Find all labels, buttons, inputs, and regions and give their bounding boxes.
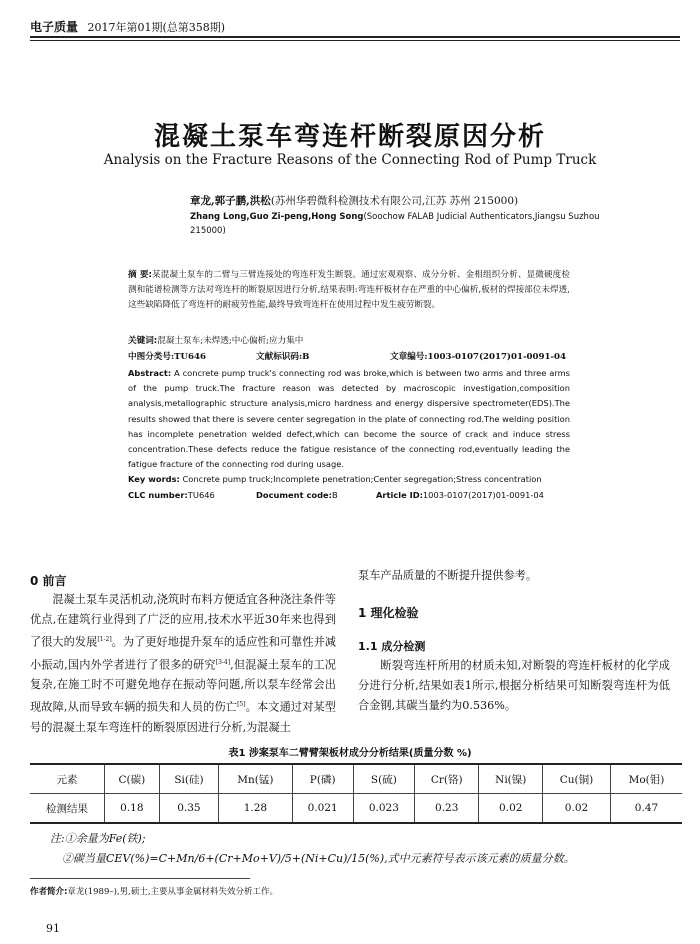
keywords-cn	[128, 334, 570, 346]
section-heading-physchem: 1 理化检验	[358, 606, 419, 620]
table-header-cell: Cu(铜)	[543, 764, 611, 794]
table-cell: 0.021	[292, 794, 353, 824]
table-cell: 0.35	[159, 794, 219, 824]
keywords-en-text: Concrete pump truck;Incomplete penetration;Center segregation;Stress concentration	[179, 474, 542, 484]
footnote-rule	[30, 878, 250, 879]
table-header-cell: Si(硅)	[159, 764, 219, 794]
journal-name: 电子质量	[30, 20, 79, 34]
table-header-cell: Mn(锰)	[219, 764, 292, 794]
article-id-en-value: 1003-0107(2017)01-0091-04	[422, 490, 544, 500]
authors-en	[190, 210, 660, 238]
affiliation-en-line1: (Soochow FALAB Judicial Authenticators,Jiangsu Suzhou	[363, 212, 600, 222]
table-header-row	[30, 764, 682, 794]
table-header-cell: S(硫)	[353, 764, 414, 794]
composition-text: 断裂弯连杆所用的材质未知,对断裂的弯连杆板材的化学成分进行分析,结果如表1所示,根据分析结果可知断裂弯连杆为低合金钢,其碳当量约为0.536%。	[358, 659, 670, 712]
clc-en	[128, 490, 215, 500]
table-note-1: 注:①余量为Fe(铁);	[50, 832, 146, 845]
header-rule	[30, 36, 680, 38]
author-names-cn: 章龙,郭子鹏,洪松	[190, 195, 271, 207]
authors-cn	[190, 193, 670, 208]
doc-code-en	[256, 490, 338, 500]
citation-2: [3-4]	[215, 658, 231, 666]
author-bio	[30, 885, 670, 897]
table-cell: 0.18	[105, 794, 160, 824]
intro-text-d: 。本文通过对某型号的混凝土泵车弯连杆的断裂原因进行分析,为混凝土	[30, 701, 336, 735]
table-cell: 0.47	[610, 794, 682, 824]
classification-cn	[128, 350, 570, 365]
running-header	[30, 18, 680, 35]
author-bio-label: 作者简介:	[30, 887, 68, 897]
table-header-cell: Ni(镍)	[479, 764, 543, 794]
doc-code-en-label: Document code:	[256, 490, 332, 500]
affiliation-cn: (苏州华碧微科检测技术有限公司,江苏 苏州 215000)	[270, 195, 519, 207]
table-header-cell: P(磷)	[292, 764, 353, 794]
table-header-cell: C(碳)	[105, 764, 160, 794]
table-cell: 1.28	[219, 794, 292, 824]
doc-code-cn: 文献标识码:B	[256, 352, 310, 362]
header-rule-thin	[30, 40, 680, 41]
affiliation-en-line2: 215000)	[190, 226, 226, 236]
abstract-en	[128, 366, 570, 472]
abstract-en-text: A concrete pump truck's connecting rod was broke,which is between two arms and three arms of the pump truck.The fracture reason was detected by macroscopic investigation,composition analysis,metallographic structure analysis,micro hardness and energy dispersive spectrometer(EDS).The results showed that there is severe center segregation in the plate of connecting rod.The welding position has incomplete penetration welded defect,which can become the source of crack and induce stress concentration.These defects reduce the fatigue resistance of the connecting rod,eventually leading the fatigue fracture of the connecting rod during usage.	[128, 368, 570, 470]
table-cell: 0.23	[414, 794, 479, 824]
intro-text-b: 。为了更好地提升泵车的适应性和可靠性并减小振动,国内外学者进行了很多的研究	[30, 635, 336, 672]
table-cell: 0.023	[353, 794, 414, 824]
author-bio-text: 章龙(1989–),男,硕士,主要从事金属材料失效分析工作。	[67, 887, 279, 897]
article-id-en	[376, 490, 544, 500]
keywords-cn-text: 混凝土泵车;未焊透;中心偏析;应力集中	[157, 336, 304, 346]
clc-cn: 中图分类号:TU646	[128, 352, 206, 362]
citation-1: [1-2]	[97, 636, 112, 643]
article-id-en-label: Article ID:	[376, 490, 423, 500]
classification-en	[128, 490, 570, 505]
table-cell: 检测结果	[30, 794, 105, 824]
issue-info: 2017年第01期(总第358期)	[87, 21, 226, 34]
table-caption: 表1 涉案泵车二臂臂架板材成分分析结果(质量分数 %)	[228, 748, 472, 759]
page-number: 91	[46, 922, 60, 935]
citation-3: [5]	[237, 701, 246, 709]
table-cell: 0.02	[543, 794, 611, 824]
clc-en-value: TU646	[187, 490, 215, 500]
composition-table	[30, 763, 682, 824]
intro-continuation: 泵车产品质量的不断提升提供参考。	[358, 569, 538, 582]
table-header-cell: 元素	[30, 764, 105, 794]
table-note-2: ②碳当量CEV(%)=C+Mn/6+(Cr+Mo+V)/5+(Ni+Cu)/15(%),式中元素符号表示该元素的质量分数。	[62, 852, 575, 865]
composition-paragraph	[358, 656, 670, 716]
table-row	[30, 794, 682, 824]
author-names-en: Zhang Long,Guo Zi-peng,Hong Song	[190, 212, 364, 222]
table-cell: 0.02	[479, 794, 543, 824]
section-heading-intro: 0 前言	[30, 574, 67, 588]
article-id-cn: 文章编号:1003-0107(2017)01-0091-04	[390, 352, 566, 362]
abstract-cn-text: 某混凝土泵车的二臂与三臂连接处的弯连杆发生断裂。通过宏观观察、成分分析、金相组织分析、显微硬度检测和能谱检测等方法对弯连杆的断裂原因进行分析,结果表明:弯连杆板材存在严重的中心偏析,板材的焊接部位未焊透,这些缺陷降低了弯连杆的耐疲劳性能,最终导致弯连杆在使用过程中发生疲劳断裂。	[128, 270, 570, 310]
paper-title: 混凝土泵车弯连杆断裂原因分析	[153, 122, 546, 152]
paper-title-en: Analysis on the Fracture Reasons of the Connecting Rod of Pump Truck	[103, 152, 597, 168]
clc-en-label: CLC number:	[128, 490, 188, 500]
keywords-cn-label: 关键词:	[128, 336, 158, 346]
intro-text-c: ,但混凝土泵车的工况复杂,在施工时不可避免地存在振动等问题,所以泵车经常会出现故障,从而导致车辆的损失和人员的伤亡	[30, 658, 336, 715]
abstract-cn	[128, 268, 570, 313]
table-header-cell: Mo(钼)	[610, 764, 682, 794]
abstract-en-label: Abstract:	[128, 368, 172, 378]
subsection-heading-composition: 1.1 成分检测	[358, 640, 426, 653]
abstract-cn-label: 摘 要:	[128, 270, 152, 280]
intro-text-a: 混凝土泵车灵活机动,浇筑时布料方便适宜各种浇注条件等优点,在建筑行业得到了广泛的应用,技术水平近30年来也得到了很大的发展	[30, 593, 336, 649]
keywords-en-label: Key words:	[128, 474, 180, 484]
doc-code-en-value: B	[331, 490, 338, 500]
keywords-en	[128, 474, 570, 484]
intro-paragraph	[30, 590, 336, 738]
table-header-cell: Cr(铬)	[414, 764, 479, 794]
